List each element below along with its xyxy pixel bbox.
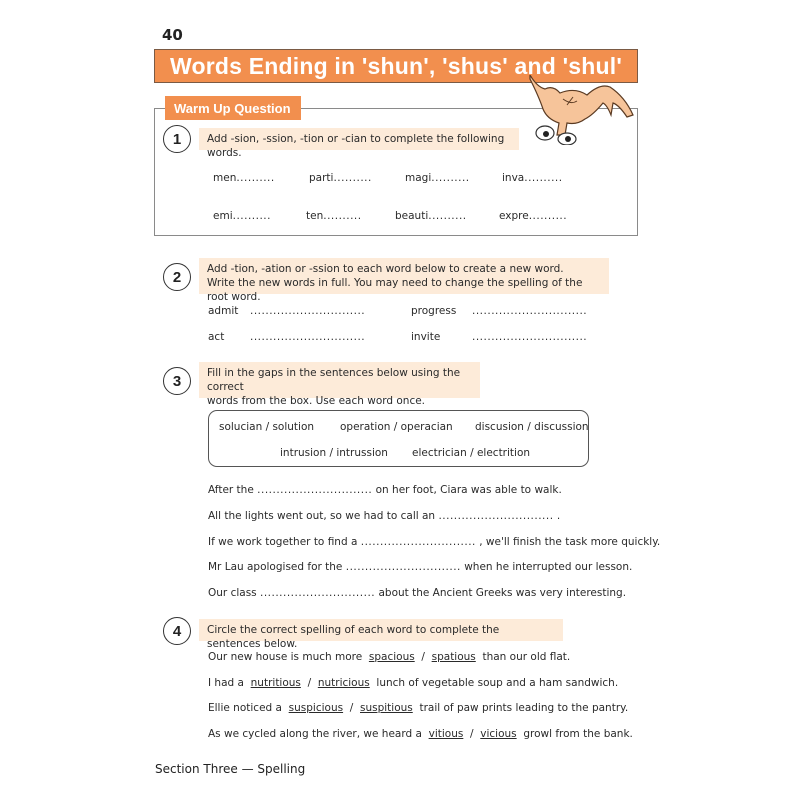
q4-sentence-4: As we cycled along the river, we heard a vitious / vicious growl from the bank. xyxy=(208,728,633,740)
q2-word-invite: invite xyxy=(411,331,441,343)
q2-word-admit: admit xyxy=(208,305,239,317)
q4-option-nutritious[interactable]: nutritious xyxy=(250,677,301,689)
word-stem-magi[interactable]: magi.......... xyxy=(405,172,470,184)
q2-instruction xyxy=(199,258,609,303)
q4-option-spacious[interactable]: spacious xyxy=(368,651,415,663)
question-number-4: 4 xyxy=(163,617,191,645)
q2-word-act: act xyxy=(208,331,225,343)
word-stem-beauti[interactable]: beauti.......... xyxy=(395,210,467,222)
q3-blank-5[interactable]: .............................. xyxy=(259,587,376,599)
q4-sentence-3: Ellie noticed a suspicious / suspitious trail of paw prints leading to the pantry. xyxy=(208,702,629,714)
question-number-3: 3 xyxy=(163,367,191,395)
q3-sentence-2: All the lights went out, so we had to call an .............................. . xyxy=(208,510,561,522)
page-title: Words Ending in 'shun', 'shus' and 'shul' xyxy=(169,52,623,79)
q2-instruction-line1: Add -tion, -ation or -ssion to each word below to create a new word. xyxy=(207,263,564,275)
q4-option-suspicious[interactable]: suspicious xyxy=(288,702,344,714)
q4-option-vitious[interactable]: vitious xyxy=(428,728,464,740)
question-number-2: 2 xyxy=(163,263,191,291)
q2-answer-act[interactable]: .............................. xyxy=(250,331,366,343)
q3-blank-2[interactable]: .............................. xyxy=(438,510,554,522)
word-pair-solution: solucian / solution xyxy=(219,421,315,433)
warmup-tab xyxy=(165,96,301,120)
q3-instruction xyxy=(199,362,480,407)
q3-sentence-3: If we work together to find a .............................. , we'll finish the task more quickly. xyxy=(208,536,661,548)
word-pair-electrician: electrician / electrition xyxy=(412,447,531,459)
q4-option-nutricious[interactable]: nutricious xyxy=(317,677,370,689)
q4-sentence-2: I had a nutritious / nutricious lunch of vegetable soup and a ham sandwich. xyxy=(208,677,619,689)
word-stem-parti[interactable]: parti.......... xyxy=(309,172,372,184)
q2-answer-progress[interactable]: .............................. xyxy=(472,305,588,317)
q4-option-suspitious[interactable]: suspitious xyxy=(360,702,413,714)
q3-blank-3[interactable]: .............................. xyxy=(360,536,476,548)
q3-sentence-1: After the .............................. on her foot, Ciara was able to walk. xyxy=(208,484,562,496)
word-pair-operation: operation / operacian xyxy=(340,421,453,433)
word-choice-box xyxy=(208,410,589,467)
q4-instruction: Circle the correct spelling of each word to complete the sentences below. xyxy=(199,619,563,641)
word-stem-men[interactable]: men.......... xyxy=(213,172,275,184)
q4-sentence-1: Our new house is much more spacious / spatious than our old flat. xyxy=(208,651,571,663)
word-pair-intrusion: intrusion / intrussion xyxy=(280,447,388,459)
q4-option-vicious[interactable]: vicious xyxy=(480,728,517,740)
cartoon-mascot-icon xyxy=(515,75,640,145)
section-footer: Section Three — Spelling xyxy=(155,762,306,776)
q2-answer-admit[interactable]: .............................. xyxy=(250,305,366,317)
word-stem-expre[interactable]: expre.......... xyxy=(499,210,568,222)
q3-blank-1[interactable]: .............................. xyxy=(257,484,373,496)
q3-sentence-5: Our class .............................. about the Ancient Greeks was very interesting. xyxy=(208,587,627,599)
word-stem-ten[interactable]: ten.......... xyxy=(306,210,362,222)
q2-answer-invite[interactable]: .............................. xyxy=(472,331,588,343)
q4-option-spatious[interactable]: spatious xyxy=(431,651,476,663)
word-pair-discussion: discusion / discussion xyxy=(475,421,589,433)
q2-instruction-line2: Write the new words in full. You may need to change the spelling of the root word. xyxy=(207,277,583,303)
page-number: 40 xyxy=(162,26,183,44)
q3-blank-4[interactable]: .............................. xyxy=(345,561,461,573)
q3-instruction-line2: words from the box. Use each word once. xyxy=(207,395,426,407)
warmup-tab-label: Warm Up Question xyxy=(174,100,291,116)
warmup-instruction: Add -sion, -ssion, -tion or -cian to complete the following words. xyxy=(199,128,519,150)
question-number-1: 1 xyxy=(163,125,191,153)
q3-instruction-line1: Fill in the gaps in the sentences below using the correct xyxy=(207,367,461,393)
q3-sentence-4: Mr Lau apologised for the .............................. when he interrupted our lesson. xyxy=(208,561,633,573)
q2-word-progress: progress xyxy=(411,305,457,317)
word-stem-inva[interactable]: inva.......... xyxy=(502,172,563,184)
word-stem-emi[interactable]: emi.......... xyxy=(213,210,271,222)
